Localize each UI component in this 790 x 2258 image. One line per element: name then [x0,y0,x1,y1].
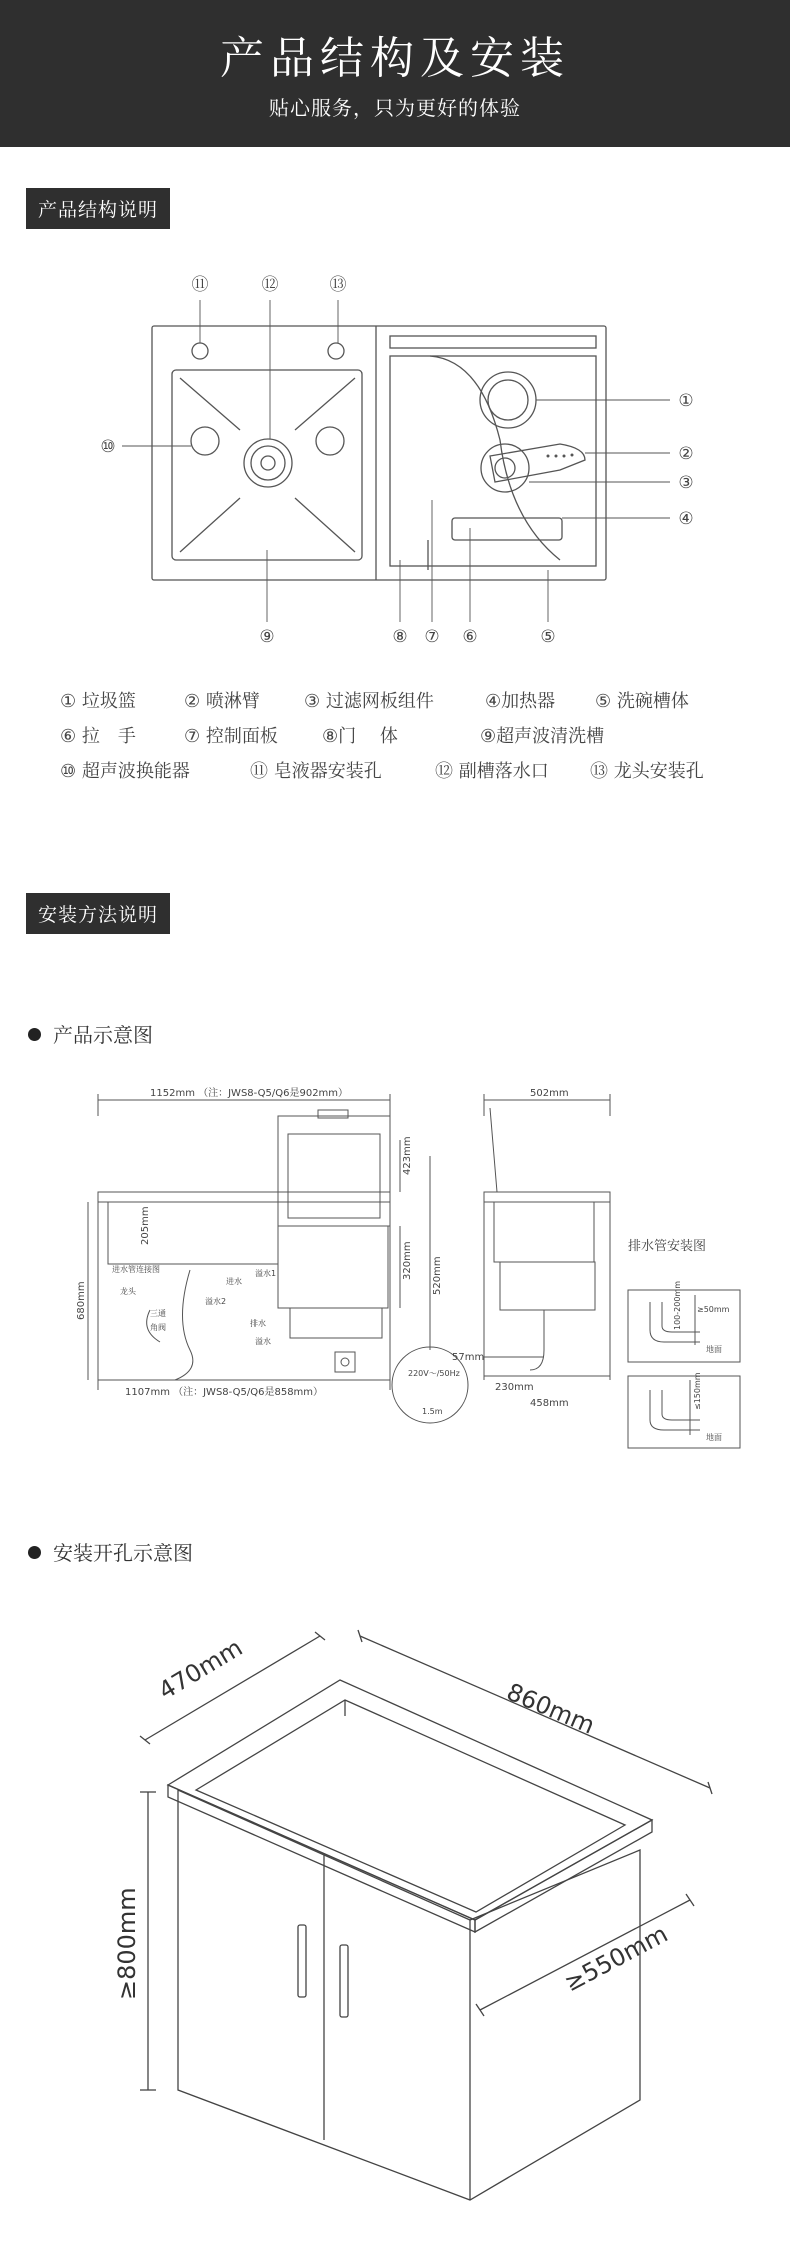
callout-4: ④ [678,509,694,529]
structure-diagram [0,260,790,660]
drain-label: ≥50mm [697,1305,730,1314]
dim-h680: 680mm [76,1281,87,1320]
pipe-label: 龙头 [120,1287,136,1296]
callout-11: ⑪ [191,275,209,295]
dim-h520: 520mm [432,1256,443,1295]
legend-item: ⑦ 控制面板 [184,726,278,747]
callout-12: ⑫ [261,275,279,295]
legend-item: ⑩ 超声波换能器 [60,761,190,782]
legend-item: ⑬ 龙头安装孔 [590,761,704,782]
pipe-label: 溢水2 [205,1297,227,1306]
bullet-icon [28,1028,41,1041]
dim-height-800: ≥800mm [113,1887,141,2000]
legend-item: ④加热器 [485,691,556,712]
callout-13: ⑬ [329,275,347,295]
callout-2: ② [678,444,694,464]
callout-9: ⑨ [259,627,275,647]
dim-57: 57mm [452,1352,485,1363]
bullet-icon [28,1546,41,1559]
power-label: 220V～/50Hz [408,1369,460,1378]
legend-item: ⑤ 洗碗槽体 [595,691,689,712]
legend-item: ⑫ 副槽落水口 [435,761,549,782]
dim-h205: 205mm [140,1206,151,1245]
product-dimension-diagram [0,1080,790,1480]
legend-item: ② 喷淋臂 [184,691,260,712]
pipe-label: 进水 [226,1277,242,1286]
pipe-label: 溢水 [255,1337,271,1346]
section-tag-structure: 产品结构说明 [26,188,170,229]
dim-230: 230mm [495,1382,534,1393]
legend-item: ⑪ 皂液器安装孔 [250,761,382,782]
cutout-diagram-title: 安装开孔示意图 [28,1537,193,1566]
dim-width-top: 1152mm （注：JWS8-Q5/Q6是902mm） [150,1088,349,1099]
pipe-label: 排水 [250,1319,266,1328]
callout-6: ⑥ [462,627,478,647]
page-title: 产品结构及安装 [220,33,570,84]
page-header [0,0,790,147]
legend-item: ① 垃圾篮 [60,691,136,712]
drain-label: 100-200mm [673,1280,682,1330]
dim-458: 458mm [530,1398,569,1409]
page-subtitle: 贴心服务，只为更好的体验 [269,96,521,120]
product-diagram-title: 产品示意图 [28,1019,153,1048]
drain-label: 地面 [706,1345,722,1354]
pipe-label: 三通 [150,1309,166,1318]
dim-width-860: 860mm [502,1677,599,1740]
cutout-diagram [0,1620,790,2240]
dim-depth-top: 502mm [530,1088,569,1099]
callout-3: ③ [678,473,694,493]
callout-5: ⑤ [540,627,556,647]
callout-8: ⑧ [392,627,408,647]
drain-label: 地面 [706,1433,722,1442]
dim-h320: 320mm [402,1241,413,1280]
section-tag-install: 安装方法说明 [26,893,170,934]
dim-depth-470: 470mm [153,1633,248,1706]
pipe-label: 进水管连接图 [112,1265,160,1274]
callout-1: ① [678,391,694,411]
legend-item: ⑧门 体 [322,726,398,747]
pipe-label: 溢水1 [255,1269,277,1278]
dim-cabinet-550: ≥550mm [559,1919,673,1998]
drain-title: 排水管安装图 [628,1239,707,1254]
legend-item: ⑨超声波清洗槽 [480,726,605,747]
callout-10: ⑩ [100,437,116,457]
legend-item: ⑥ 拉 手 [60,726,136,747]
callout-7: ⑦ [424,627,440,647]
power-distance: 1.5m [422,1407,443,1416]
dim-width-bottom: 1107mm （注：JWS8-Q5/Q6是858mm） [125,1387,324,1398]
legend-item: ③ 过滤网板组件 [304,691,434,712]
drain-label: ≤150mm [693,1372,702,1410]
pipe-label: 角阀 [150,1323,166,1332]
dim-h423: 423mm [402,1136,413,1175]
